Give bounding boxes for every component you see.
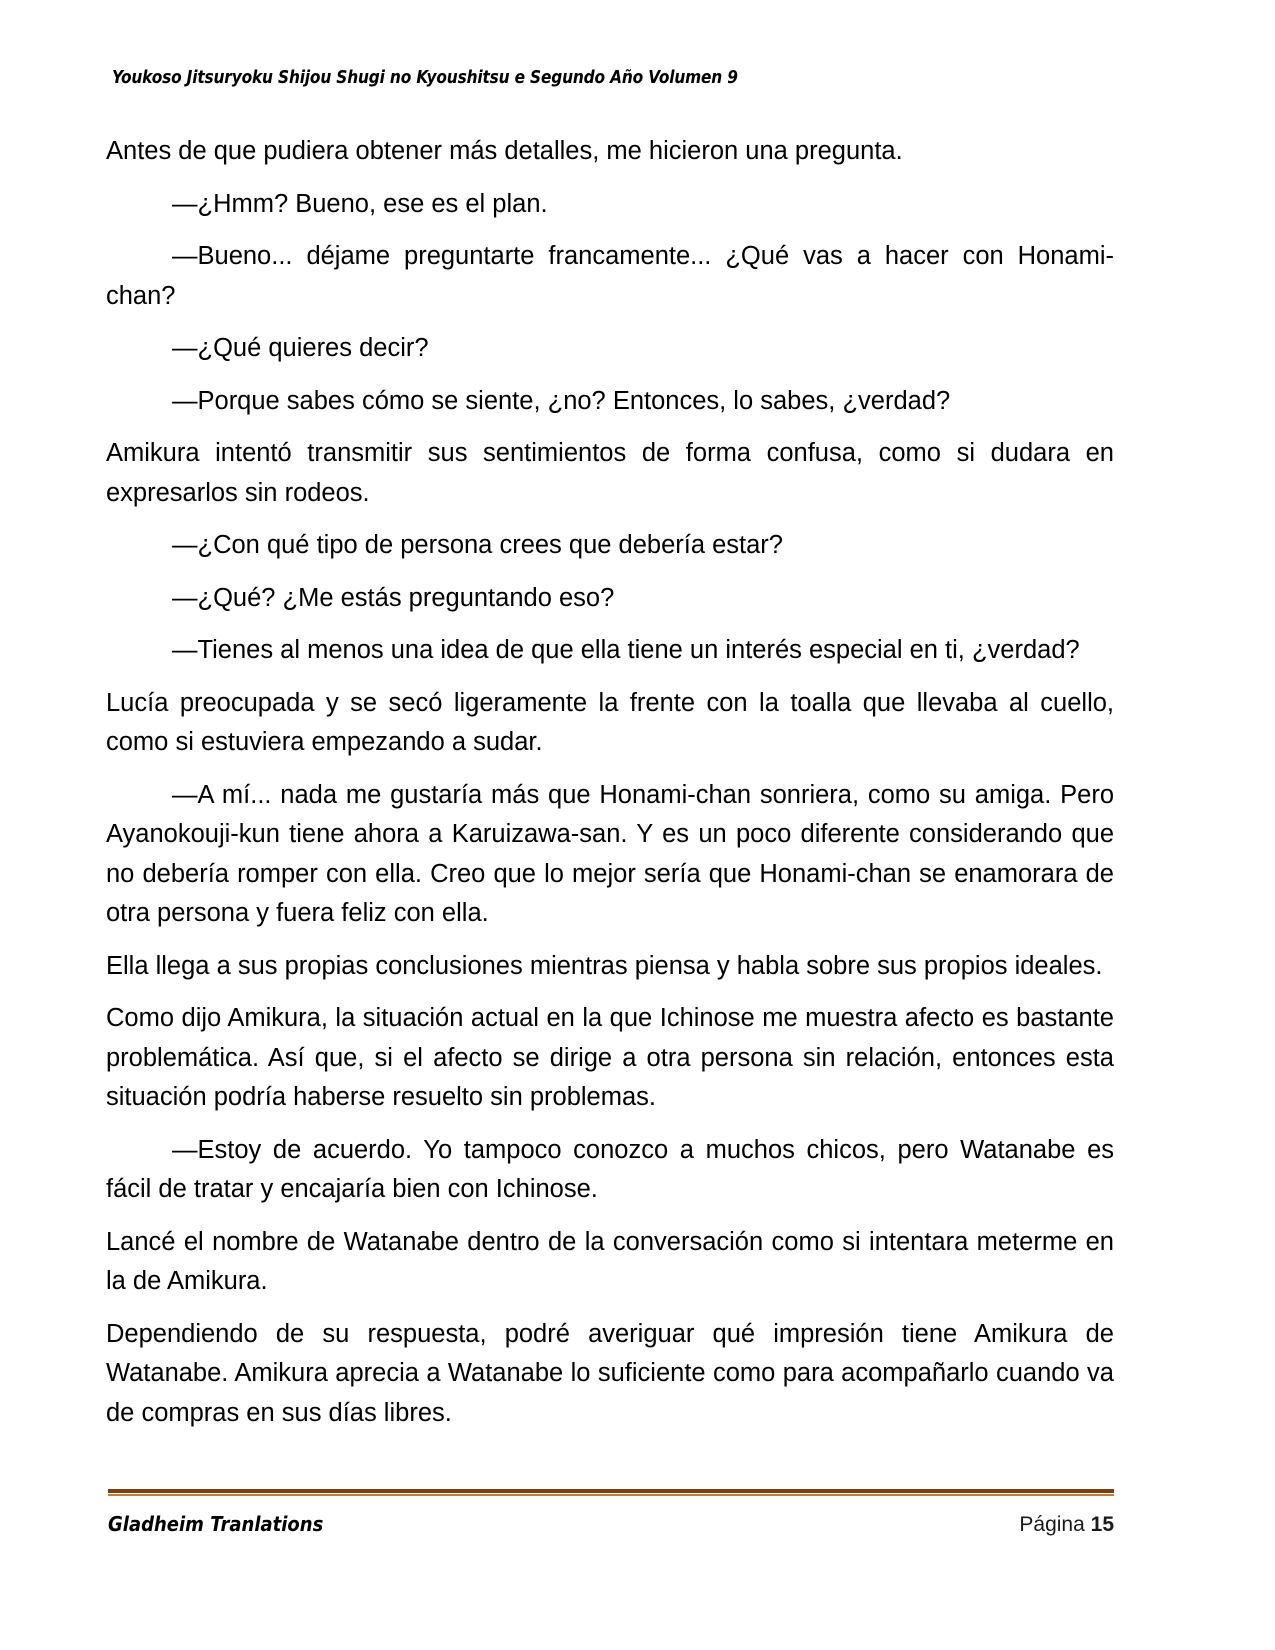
footer-translator-credit: Gladheim Tranlations — [108, 1512, 324, 1536]
footer-page-word: Página — [1019, 1513, 1085, 1536]
paragraph: —¿Qué quieres decir? — [172, 334, 429, 362]
paragraph: Dependiendo de su respuesta, podré averiguar qué impresión tiene Amikura de Watanabe. Amikura aprecia a Watanabe lo suficiente como para acompañarlo cuando va de compras en sus días libres. — [106, 1319, 1114, 1427]
paragraph: Antes de que pudiera obtener más detalles, me hicieron una pregunta. — [106, 137, 903, 165]
footer-divider-thin-line — [108, 1494, 1114, 1496]
footer-divider — [108, 1489, 1114, 1498]
paragraph: —Estoy de acuerdo. Yo tampoco conozco a muchos chicos, pero Watanabe es fácil de tratar y encajaría bien con Ichinose. — [106, 1135, 1114, 1203]
body-text-column — [106, 132, 1114, 1446]
page-header-title: Youkoso Jitsuryoku Shijou Shugi no Kyoushitsu e Segundo Año Volumen 9 — [112, 68, 738, 88]
paragraph: —¿Qué? ¿Me estás preguntando eso? — [172, 583, 615, 612]
paragraph: Amikura intentó transmitir sus sentimientos de forma confusa, como si dudara en expresarlos sin rodeos. — [106, 439, 1114, 507]
paragraph: Ella llega a sus propias conclusiones mientras piensa y habla sobre sus propios ideales. — [106, 951, 1103, 980]
paragraph: Como dijo Amikura, la situación actual en la que Ichinose me muestra afecto es bastante problemática. Así que, si el afecto se dirige a otra persona sin relación, entonces esta situación podría haberse resuelto sin problemas. — [106, 1004, 1114, 1111]
paragraph: —Tienes al menos una idea de que ella tiene un interés especial en ti, ¿verdad? — [172, 636, 1080, 664]
paragraph: —Bueno... déjame preguntarte francamente... ¿Qué vas a hacer con Honami-chan? — [106, 242, 1114, 310]
paragraph: Lancé el nombre de Watanabe dentro de la conversación como si intentara meterme en la de Amikura. — [106, 1227, 1114, 1295]
paragraph: Lucía preocupada y se secó ligeramente la frente con la toalla que llevaba al cuello, como si estuviera empezando a sudar. — [106, 688, 1114, 756]
footer-divider-thick-line — [108, 1489, 1114, 1493]
footer-page-number: 15 — [1090, 1513, 1114, 1536]
paragraph: —A mí... nada me gustaría más que Honami-chan sonriera, como su amiga. Pero Ayanokouji-kun tiene ahora a Karuizawa-san. Y es un poco diferente considerando que no debería romper con ella. Creo que lo mejor sería que Honami-chan se enamorara de otra persona y fuera feliz con ella. — [106, 780, 1114, 927]
paragraph: —¿Con qué tipo de persona crees que debería estar? — [172, 531, 783, 559]
footer-page-indicator — [1019, 1513, 1114, 1537]
paragraph: —Porque sabes cómo se siente, ¿no? Entonces, lo sabes, ¿verdad? — [172, 386, 951, 415]
page-footer — [108, 1508, 1114, 1548]
paragraph: —¿Hmm? Bueno, ese es el plan. — [172, 189, 548, 218]
